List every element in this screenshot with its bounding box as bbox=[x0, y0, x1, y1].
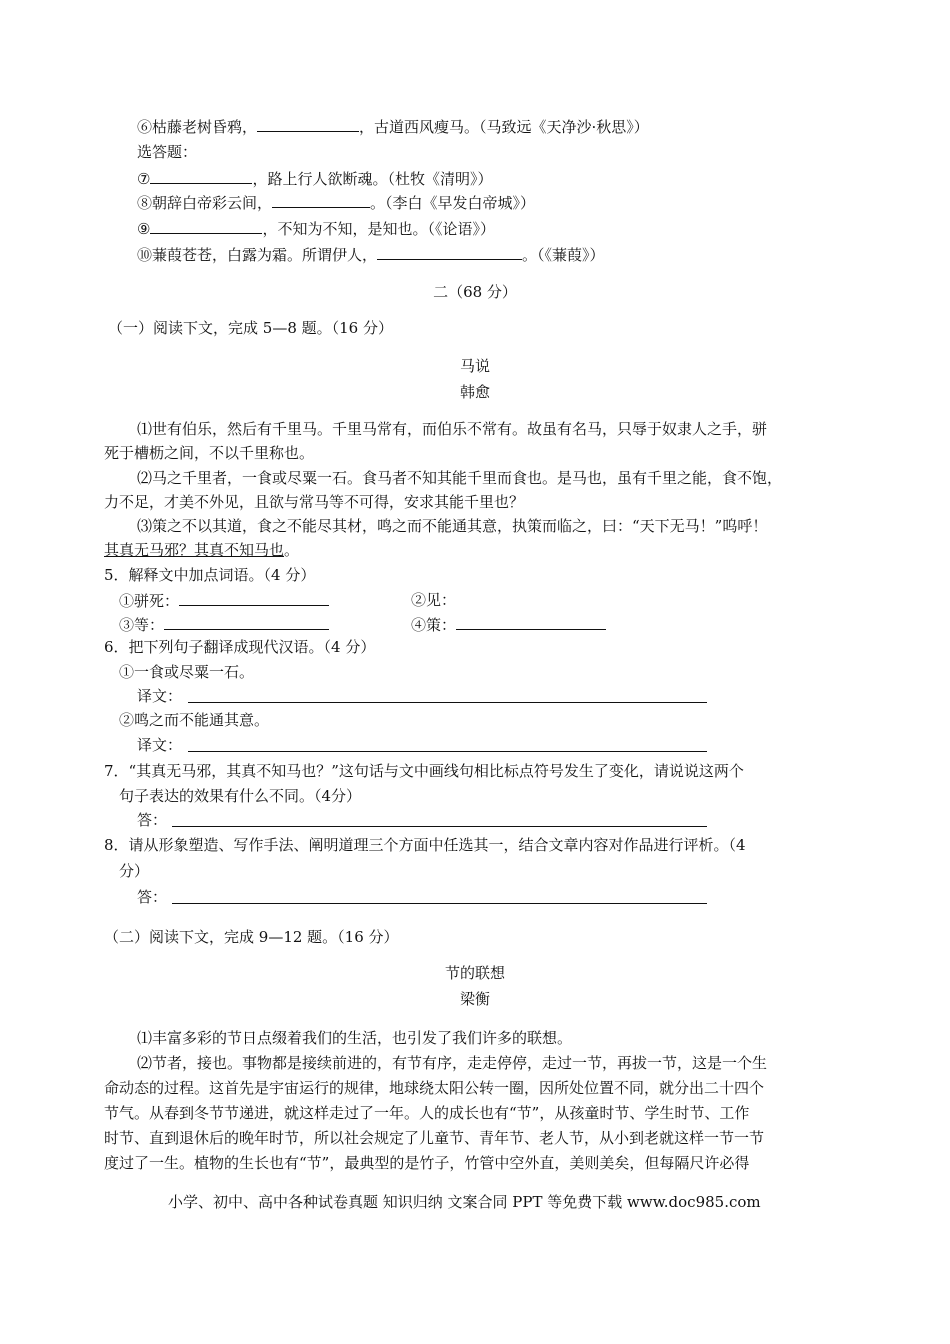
q5-item-a-label: ①骈死： bbox=[119, 592, 180, 610]
period: 。 bbox=[284, 541, 300, 559]
essay2-title: 节的联想 bbox=[444, 964, 505, 982]
page-footer: 小学、初中、高中各种试卷真题 知识归纳 文案合同 PPT 等免费下载 www.doc985.com bbox=[168, 1193, 761, 1211]
essay2-paragraph-2: ⑵节者，接也。事物都是接续前进的，有节有序，走走停停，走过一节，再拔一节，这是一个生 bbox=[137, 1054, 768, 1072]
fill-item-8-suffix: 。（李白《早发白帝城》） bbox=[370, 194, 536, 212]
question-6-stem: 6．把下列句子翻译成现代汉语。（4 分） bbox=[104, 638, 376, 656]
fill-blank[interactable] bbox=[257, 116, 359, 132]
q7-answer-line[interactable] bbox=[172, 826, 707, 827]
essay1-paragraph-2: ⑵马之千里者，一食或尽粟一石。食马者不知其能千里而食也。是马也，虽有千里之能，食不饱， bbox=[137, 469, 783, 487]
essay1-paragraph-1: ⑴世有伯乐，然后有千里马。千里马常有，而伯乐不常有。故虽有名马，只辱于奴隶人之手，骈 bbox=[137, 420, 768, 438]
fill-item-6-suffix: ，古道西风瘦马。（马致远《天净沙·秋思》） bbox=[359, 118, 649, 136]
fill-item-10 bbox=[137, 244, 605, 265]
fill-item-7-prefix: ⑦ bbox=[137, 170, 151, 188]
part1-intro: （一）阅读下文，完成 5—8 题。（16 分） bbox=[108, 319, 393, 337]
essay1-author: 韩愈 bbox=[459, 383, 490, 401]
fill-item-6 bbox=[137, 116, 649, 137]
question-8-stem-cont: 分） bbox=[119, 862, 150, 880]
essay2-author: 梁衡 bbox=[459, 990, 490, 1008]
q5-item-b: ②见： bbox=[411, 591, 457, 609]
q5-item-c-label: ③等： bbox=[119, 616, 165, 634]
q6-translation-2-label: 译文： bbox=[137, 736, 183, 754]
fill-item-7-suffix: ，路上行人欲断魂。（杜牧《清明》） bbox=[252, 170, 493, 188]
essay1-title: 马说 bbox=[459, 357, 490, 375]
essay2-paragraph-2-line-2: 命动态的过程。这首先是宇宙运行的规律，地球绕太阳公转一圈，因所处位置不同，就分出二十四个 bbox=[104, 1079, 765, 1097]
answer-blank[interactable] bbox=[456, 614, 606, 630]
answer-blank[interactable] bbox=[164, 614, 329, 630]
answer-blank[interactable] bbox=[179, 590, 329, 606]
essay2-paragraph-2-line-5: 度过了一生。植物的生长也有“节”，最典型的是竹子，竹管中空外直，美则美矣，但每隔尺许必得 bbox=[104, 1154, 750, 1172]
q6-translation-1-line[interactable] bbox=[188, 702, 707, 703]
q6-sentence-1: ①一食或尽粟一石。 bbox=[119, 663, 255, 681]
q5-item-d-label: ④策： bbox=[411, 616, 457, 634]
q5-item-a bbox=[119, 590, 329, 611]
underlined-sentence: 其真无马邪？其真不知马也 bbox=[104, 541, 285, 559]
section-heading: 二（68 分） bbox=[433, 283, 517, 301]
essay2-paragraph-2-line-3: 节气。从春到冬节节递进，就这样走过了一年。人的成长也有“节”，从孩童时节、学生时节、工作 bbox=[104, 1104, 750, 1122]
fill-item-9-prefix: ⑨ bbox=[137, 220, 151, 238]
q7-answer-label: 答： bbox=[137, 811, 168, 829]
question-8-stem: 8．请从形象塑造、写作手法、阐明道理三个方面中任选其一，结合文章内容对作品进行评析。（4 bbox=[104, 836, 746, 854]
q5-item-d bbox=[411, 614, 606, 635]
fill-item-10-prefix: ⑩蒹葭苍苍，白露为霜。所谓伊人， bbox=[137, 246, 378, 264]
q8-answer-label: 答： bbox=[137, 888, 168, 906]
essay1-paragraph-3-cont bbox=[104, 540, 299, 560]
essay2-paragraph-2-line-4: 时节、直到退休后的晚年时节，所以社会规定了儿童节、青年节、老人节，从小到老就这样一节一节 bbox=[104, 1129, 765, 1147]
fill-item-8-prefix: ⑧朝辞白帝彩云间， bbox=[137, 194, 273, 212]
q6-translation-2-line[interactable] bbox=[188, 751, 707, 752]
fill-blank[interactable] bbox=[150, 218, 262, 234]
fill-item-9 bbox=[137, 218, 495, 239]
optional-label: 选答题： bbox=[137, 143, 198, 161]
q8-answer-line[interactable] bbox=[172, 903, 707, 904]
q6-sentence-2: ②鸣之而不能通其意。 bbox=[119, 711, 270, 729]
essay1-paragraph-2-cont: 力不足，才美不外见，且欲与常马等不可得，安求其能千里也？ bbox=[104, 493, 525, 511]
question-7-stem: 7．“其真无马邪，其真不知马也？”这句话与文中画线句相比标点符号发生了变化，请说说这两个 bbox=[104, 762, 744, 780]
q6-translation-1-label: 译文： bbox=[137, 687, 183, 705]
fill-item-8 bbox=[137, 192, 535, 213]
part2-intro: （二）阅读下文，完成 9—12 题。（16 分） bbox=[104, 928, 399, 946]
question-7-stem-cont: 句子表达的效果有什么不同。（4分） bbox=[119, 787, 362, 805]
fill-item-10-suffix: 。（《蒹葭》） bbox=[522, 246, 605, 264]
fill-item-9-suffix: ，不知为不知，是知也。（《论语》） bbox=[262, 220, 495, 238]
question-5-stem: 5．解释文中加点词语。（4 分） bbox=[104, 566, 316, 584]
fill-blank[interactable] bbox=[150, 168, 252, 184]
essay2-paragraph-1: ⑴丰富多彩的节日点缀着我们的生活，也引发了我们许多的联想。 bbox=[137, 1029, 573, 1047]
fill-blank[interactable] bbox=[272, 192, 370, 208]
essay1-paragraph-1-cont: 死于槽枥之间，不以千里称也。 bbox=[104, 444, 315, 462]
q5-item-c bbox=[119, 614, 329, 635]
fill-item-7 bbox=[137, 168, 492, 189]
fill-item-6-prefix: ⑥枯藤老树昏鸦， bbox=[137, 118, 258, 136]
essay1-paragraph-3: ⑶策之不以其道，食之不能尽其材，鸣之而不能通其意，执策而临之，曰：“天下无马！”呜呼！ bbox=[137, 517, 768, 535]
fill-blank[interactable] bbox=[377, 244, 522, 260]
